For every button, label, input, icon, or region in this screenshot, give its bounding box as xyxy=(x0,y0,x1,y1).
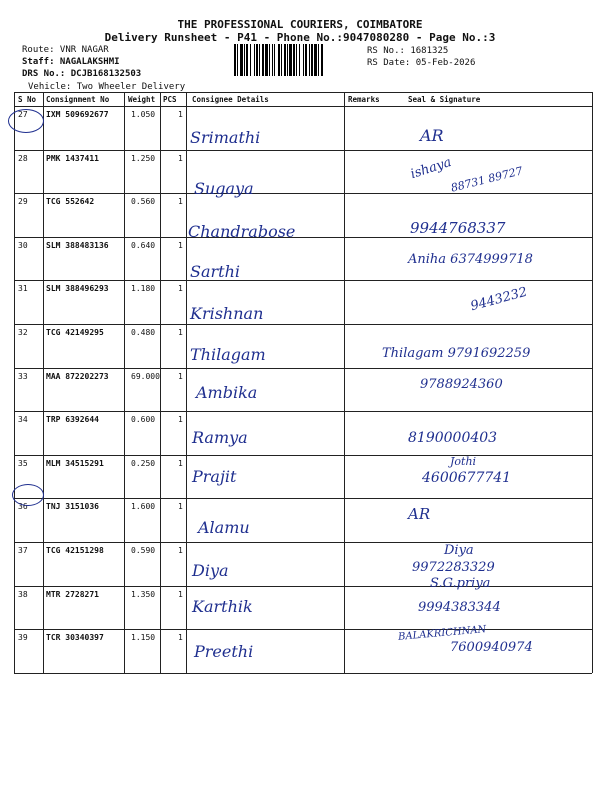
cell-weight: 1.180 xyxy=(131,284,156,294)
rs-number: RS No.: 1681325 xyxy=(367,46,449,56)
cell-cons: TNJ 3151036 xyxy=(46,502,99,512)
drs-label: DRS No.: DCJB168132503 xyxy=(22,69,142,79)
cell-sno: 33 xyxy=(18,371,28,381)
table-rule xyxy=(14,237,592,238)
cell-weight: 0.480 xyxy=(131,328,156,337)
table-rule xyxy=(14,629,592,630)
cell-pcs: 1 xyxy=(178,153,183,163)
cell-sno: 39 xyxy=(18,633,28,643)
handwritten-signature: 88731 89727 xyxy=(449,164,524,195)
barcode-bar xyxy=(293,44,295,76)
cell-weight: 0.250 xyxy=(131,458,156,468)
cell-cons: TCG 42151298 xyxy=(46,546,104,555)
table-rule xyxy=(14,193,592,194)
table-rule xyxy=(14,280,592,281)
handwritten-name: Krishnan xyxy=(190,304,264,323)
cell-sno: 35 xyxy=(18,458,28,468)
cell-pcs: 1 xyxy=(178,633,183,643)
table-rule xyxy=(14,368,592,369)
handwritten-name: Diya xyxy=(192,561,229,580)
barcode-bar xyxy=(246,44,248,76)
col-sno: S No xyxy=(18,95,37,104)
table-rule xyxy=(14,586,592,587)
cell-sno: 36 xyxy=(18,502,28,512)
cell-cons: TCG 552642 xyxy=(46,197,95,207)
company-title: THE PROFESSIONAL COURIERS, COIMBATORE xyxy=(177,18,423,31)
barcode-bar xyxy=(318,44,319,76)
cell-pcs: 1 xyxy=(178,110,183,119)
cell-cons: IXM 509692677 xyxy=(46,110,109,119)
barcode-bar xyxy=(305,44,307,76)
table-column-rule xyxy=(43,92,44,673)
circle-mark xyxy=(8,109,44,133)
table-rule xyxy=(14,106,592,107)
handwritten-signature: Thilagam 9791692259 xyxy=(382,346,531,361)
cell-sno: 28 xyxy=(18,153,28,163)
cell-weight: 69.000 xyxy=(131,371,160,381)
cell-pcs: 1 xyxy=(178,415,183,425)
cell-sno: 29 xyxy=(18,197,28,207)
cell-cons: MAA 872202273 xyxy=(46,371,109,381)
handwritten-signature: ishaya xyxy=(408,154,454,183)
barcode-bar xyxy=(311,44,313,76)
barcode-bar xyxy=(259,44,260,76)
handwritten-signature: 8190000403 xyxy=(408,430,498,446)
cell-sno: 32 xyxy=(18,328,28,337)
handwritten-name: Ambika xyxy=(196,383,258,402)
cell-pcs: 1 xyxy=(178,197,183,207)
cell-weight: 0.590 xyxy=(131,546,156,555)
cell-weight: 0.600 xyxy=(131,415,156,425)
cell-sno: 27 xyxy=(18,110,28,119)
handwritten-name: Ramya xyxy=(192,428,248,447)
barcode-bar xyxy=(309,44,310,76)
handwritten-signature: 9944768337 xyxy=(410,219,506,237)
handwritten-name: Srimathi xyxy=(190,128,261,147)
table-column-rule xyxy=(186,92,187,673)
table-rule xyxy=(14,324,592,325)
cell-cons: TCR 30340397 xyxy=(46,633,104,643)
cell-weight: 1.600 xyxy=(131,502,156,512)
cell-weight: 0.640 xyxy=(131,240,156,250)
cell-pcs: 1 xyxy=(178,328,183,337)
handwritten-signature: S.G.priya xyxy=(430,576,491,591)
col-consignee: Consignee Details xyxy=(192,95,269,104)
cell-cons: TRP 6392644 xyxy=(46,415,99,425)
cell-cons: MTR 2728271 xyxy=(46,589,99,599)
barcode-bar xyxy=(244,44,245,76)
handwritten-signature: 4600677741 xyxy=(422,470,512,486)
staff-label: Staff: NAGALAKSHMI xyxy=(22,57,120,67)
barcode-bar xyxy=(303,44,304,76)
cell-pcs: 1 xyxy=(178,546,183,555)
cell-weight: 1.050 xyxy=(131,110,156,119)
cell-pcs: 1 xyxy=(178,502,183,512)
rs-date: RS Date: 05-Feb-2026 xyxy=(367,58,476,68)
col-remarks: Remarks xyxy=(348,95,380,104)
barcode-bar xyxy=(296,44,297,76)
handwritten-name: Prajit xyxy=(192,467,237,486)
barcode-bar xyxy=(314,44,317,76)
handwritten-signature: BALAKRICHNAN xyxy=(397,624,487,643)
cell-sno: 38 xyxy=(18,589,28,599)
table-column-rule xyxy=(592,92,593,673)
handwritten-name: Chandrabose xyxy=(188,222,296,241)
barcode-bar xyxy=(250,44,251,76)
table-rule xyxy=(14,150,592,151)
handwritten-name: Sarthi xyxy=(190,262,240,281)
cell-cons: PMK 1437411 xyxy=(46,153,99,163)
runsheet-subtitle: Delivery Runsheet - P41 - Phone No.:9047080280 - Page No.:3 xyxy=(104,31,496,44)
cell-sno: 31 xyxy=(18,284,28,294)
cell-sno: 30 xyxy=(18,240,28,250)
cell-pcs: 1 xyxy=(178,284,183,294)
cell-weight: 1.250 xyxy=(131,153,156,163)
handwritten-signature: 9972283329 xyxy=(412,560,495,575)
cell-pcs: 1 xyxy=(178,458,183,468)
circle-mark xyxy=(12,484,44,506)
col-signature: Seal & Signature xyxy=(408,95,481,104)
handwritten-name: Thilagam xyxy=(190,345,266,364)
handwritten-name: Karthik xyxy=(192,597,253,616)
barcode-bar xyxy=(284,44,286,76)
barcode-bar xyxy=(321,44,323,76)
handwritten-signature: 9788924360 xyxy=(420,377,503,392)
cell-cons: SLM 388483136 xyxy=(46,240,109,250)
barcode-bar xyxy=(237,44,238,76)
barcode-bar xyxy=(272,44,273,76)
cell-pcs: 1 xyxy=(178,371,183,381)
table-rule xyxy=(14,542,592,543)
cell-sno: 34 xyxy=(18,415,28,425)
table-rule xyxy=(14,673,592,674)
barcode-bar xyxy=(289,44,292,76)
cell-weight: 0.560 xyxy=(131,197,156,207)
vehicle-label: Vehicle: Two Wheeler Delivery xyxy=(28,82,186,92)
handwritten-name: Alamu xyxy=(198,518,250,537)
barcode-bar xyxy=(299,44,300,76)
barcode-bar xyxy=(278,44,280,76)
cell-pcs: 1 xyxy=(178,240,183,250)
table-column-rule xyxy=(124,92,125,673)
table-column-rule xyxy=(14,92,15,673)
col-weight: Weight xyxy=(128,95,156,104)
handwritten-signature: AR xyxy=(408,505,431,523)
barcode-bar xyxy=(234,44,236,76)
table-rule xyxy=(14,411,592,412)
handwritten-signature: Jothi xyxy=(450,455,477,468)
handwritten-signature: AR xyxy=(420,126,444,145)
table-rule xyxy=(14,498,592,499)
table-column-rule xyxy=(344,92,345,673)
handwritten-signature: 9443232 xyxy=(469,284,529,315)
col-pcs: PCS xyxy=(163,95,177,104)
handwritten-signature: 7600940974 xyxy=(450,640,533,655)
barcode-bar xyxy=(287,44,288,76)
handwritten-name: Sugaya xyxy=(194,179,254,198)
barcode-bar xyxy=(262,44,264,76)
handwritten-signature: Aniha 6374999718 xyxy=(408,252,533,267)
cell-weight: 1.150 xyxy=(131,633,156,643)
cell-cons: SLM 388496293 xyxy=(46,284,109,294)
cell-weight: 1.350 xyxy=(131,589,156,599)
table-rule xyxy=(14,92,592,93)
barcode-bar xyxy=(281,44,282,76)
cell-cons: TCG 42149295 xyxy=(46,328,104,337)
handwritten-name: Preethi xyxy=(194,642,254,661)
table-column-rule xyxy=(160,92,161,673)
barcode-bar xyxy=(256,44,258,76)
route-label: Route: VNR NAGAR xyxy=(22,45,109,55)
table-rule xyxy=(14,455,592,456)
barcode-bar xyxy=(240,44,243,76)
barcode-bar xyxy=(265,44,268,76)
handwritten-signature: 9994383344 xyxy=(418,600,501,615)
col-consignment: Consignment No xyxy=(46,95,110,104)
handwritten-signature: Diya xyxy=(444,543,474,558)
barcode-bar xyxy=(269,44,270,76)
barcode-bar xyxy=(274,44,275,76)
barcode xyxy=(234,44,362,76)
cell-sno: 37 xyxy=(18,546,28,555)
cell-cons: MLM 34515291 xyxy=(46,458,104,468)
barcode-bar xyxy=(254,44,255,76)
cell-pcs: 1 xyxy=(178,589,183,599)
